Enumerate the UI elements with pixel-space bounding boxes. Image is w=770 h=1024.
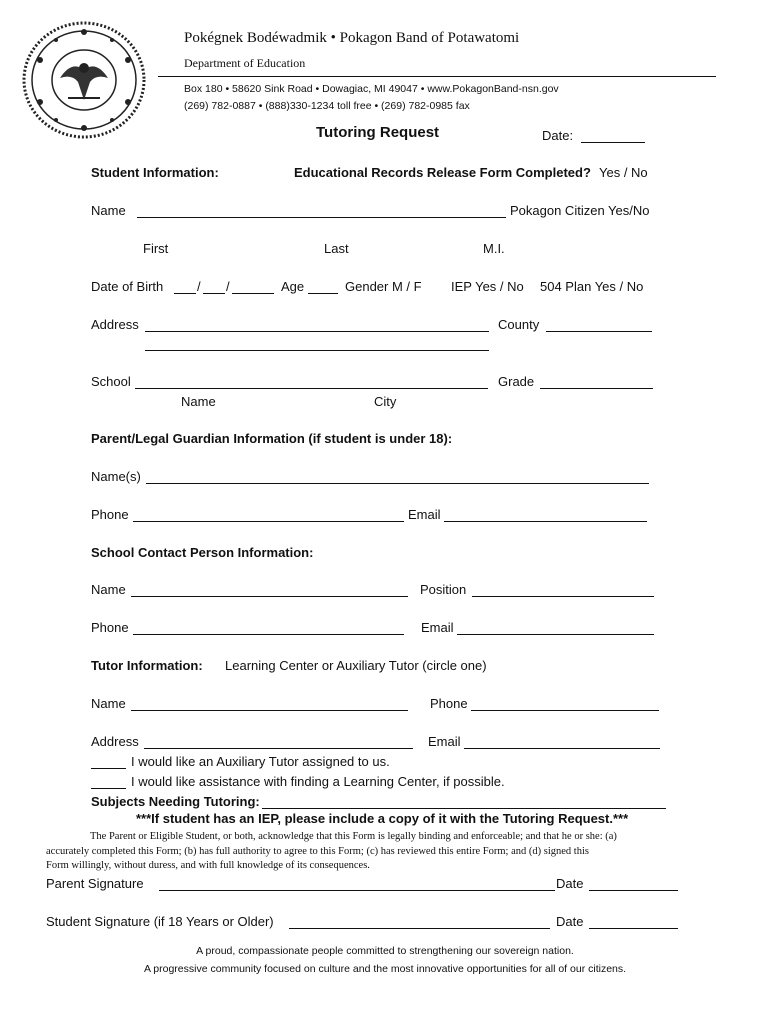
- tutor-type-choice[interactable]: Learning Center or Auxiliary Tutor (circle one): [225, 658, 487, 673]
- parent-phone-label: Phone: [91, 507, 129, 522]
- first-name-caption: First: [143, 241, 169, 256]
- dob-label: Date of Birth: [91, 279, 164, 294]
- form-date-field[interactable]: [581, 142, 645, 143]
- legal-text-line: The Parent or Eligible Student, or both, acknowledge that this Form is legally binding and enforceable; and that he or she: (a): [90, 831, 617, 842]
- contact-position-field[interactable]: [472, 596, 654, 597]
- contact-position-label: Position: [420, 582, 467, 597]
- records-release-options[interactable]: Yes / No: [599, 165, 648, 180]
- dob-day-field[interactable]: [203, 293, 225, 294]
- contact-email-label: Email: [421, 620, 454, 635]
- last-name-caption: Last: [324, 241, 349, 256]
- county-field[interactable]: [546, 331, 652, 332]
- contact-email-field[interactable]: [457, 634, 654, 635]
- org-name: Pokégnek Bodéwadmik • Pokagon Band of Potawatomi: [184, 30, 520, 46]
- iep-options[interactable]: IEP Yes / No: [451, 279, 524, 294]
- footer-tagline: A progressive community focused on culture and the most innovative opportunities for all of our citizens.: [143, 963, 627, 975]
- tutor-name-field[interactable]: [131, 710, 408, 711]
- records-release-label: Educational Records Release Form Completed?: [294, 165, 591, 180]
- auxiliary-tutor-checkline[interactable]: [91, 768, 126, 769]
- pokagon-seal-logo: [20, 20, 148, 140]
- form-date-label: Date:: [542, 128, 574, 143]
- tutor-name-label: Name: [91, 696, 126, 711]
- subjects-field[interactable]: [262, 808, 666, 809]
- parent-email-field[interactable]: [444, 521, 647, 522]
- tutor-address-field[interactable]: [144, 748, 413, 749]
- contact-phone-label: Phone: [91, 620, 129, 635]
- learning-center-option: I would like assistance with finding a Learning Center, if possible.: [131, 774, 505, 789]
- grade-field[interactable]: [540, 388, 653, 389]
- age-label: Age: [281, 279, 305, 294]
- parent-signature-label: Parent Signature: [46, 876, 144, 891]
- parent-names-label: Name(s): [91, 469, 141, 484]
- dob-separator: /: [197, 279, 201, 294]
- parent-phone-field[interactable]: [133, 521, 404, 522]
- form-title: Tutoring Request: [316, 124, 440, 141]
- parent-signature-date-field[interactable]: [589, 890, 678, 891]
- student-section-heading: Student Information:: [91, 165, 219, 180]
- student-name-label: Name: [91, 203, 126, 218]
- school-city-caption: City: [374, 394, 397, 409]
- tutor-section-heading: Tutor Information:: [91, 658, 203, 673]
- parent-email-label: Email: [408, 507, 441, 522]
- learning-center-checkline[interactable]: [91, 788, 126, 789]
- gender-options[interactable]: Gender M / F: [345, 279, 422, 294]
- contact-name-field[interactable]: [131, 596, 408, 597]
- parent-signature-field[interactable]: [159, 890, 555, 891]
- parent-section-heading: Parent/Legal Guardian Information (if student is under 18):: [91, 431, 453, 446]
- subjects-label: Subjects Needing Tutoring:: [91, 794, 260, 809]
- school-label: School: [91, 374, 131, 389]
- department-name: Department of Education: [184, 56, 306, 70]
- legal-text-line: accurately completed this Form; (b) has full authority to agree to this Form; (c) has reviewed this entire Form; and (d) signed this: [46, 846, 589, 857]
- iep-copy-note: ***If student has an IEP, please include a copy of it with the Tutoring Request.***: [136, 811, 629, 826]
- parent-names-field[interactable]: [146, 483, 649, 484]
- school-name-caption: Name: [181, 394, 216, 409]
- dob-year-field[interactable]: [232, 293, 274, 294]
- student-signature-date-label: Date: [556, 914, 584, 929]
- tutor-email-label: Email: [428, 734, 461, 749]
- age-field[interactable]: [308, 293, 338, 294]
- 504-plan-options[interactable]: 504 Plan Yes / No: [540, 279, 644, 294]
- address-label: Address: [91, 317, 139, 332]
- tutor-address-label: Address: [91, 734, 139, 749]
- student-name-field[interactable]: [137, 217, 506, 218]
- school-contact-heading: School Contact Person Information:: [91, 545, 314, 560]
- student-signature-label: Student Signature (if 18 Years or Older): [46, 914, 274, 929]
- address-field[interactable]: [145, 331, 489, 332]
- student-signature-field[interactable]: [289, 928, 550, 929]
- dob-separator: /: [226, 279, 230, 294]
- header-divider: [158, 76, 716, 77]
- tutor-email-field[interactable]: [464, 748, 660, 749]
- citizen-label[interactable]: Pokagon Citizen Yes/No: [510, 203, 650, 218]
- contact-name-label: Name: [91, 582, 126, 597]
- county-label: County: [498, 317, 540, 332]
- grade-label: Grade: [498, 374, 535, 389]
- student-signature-date-field[interactable]: [589, 928, 678, 929]
- footer-tagline: A proud, compassionate people committed to strengthening our sovereign nation.: [196, 945, 574, 957]
- header-address: Box 180 • 58620 Sink Road • Dowagiac, MI 49047 • www.PokagonBand-nsn.gov: [184, 83, 559, 95]
- tutor-phone-label: Phone: [430, 696, 468, 711]
- address-line2-field[interactable]: [145, 350, 489, 351]
- legal-text-line: Form willingly, without duress, and with full knowledge of its consequences.: [46, 860, 370, 871]
- tutor-phone-field[interactable]: [471, 710, 659, 711]
- dob-month-field[interactable]: [174, 293, 196, 294]
- auxiliary-tutor-option: I would like an Auxiliary Tutor assigned to us.: [131, 754, 390, 769]
- parent-signature-date-label: Date: [556, 876, 584, 891]
- middle-initial-caption: M.I.: [483, 241, 505, 256]
- header-phones: (269) 782-0887 • (888)330-1234 toll free • (269) 782-0985 fax: [184, 100, 470, 112]
- contact-phone-field[interactable]: [133, 634, 404, 635]
- school-field[interactable]: [135, 388, 488, 389]
